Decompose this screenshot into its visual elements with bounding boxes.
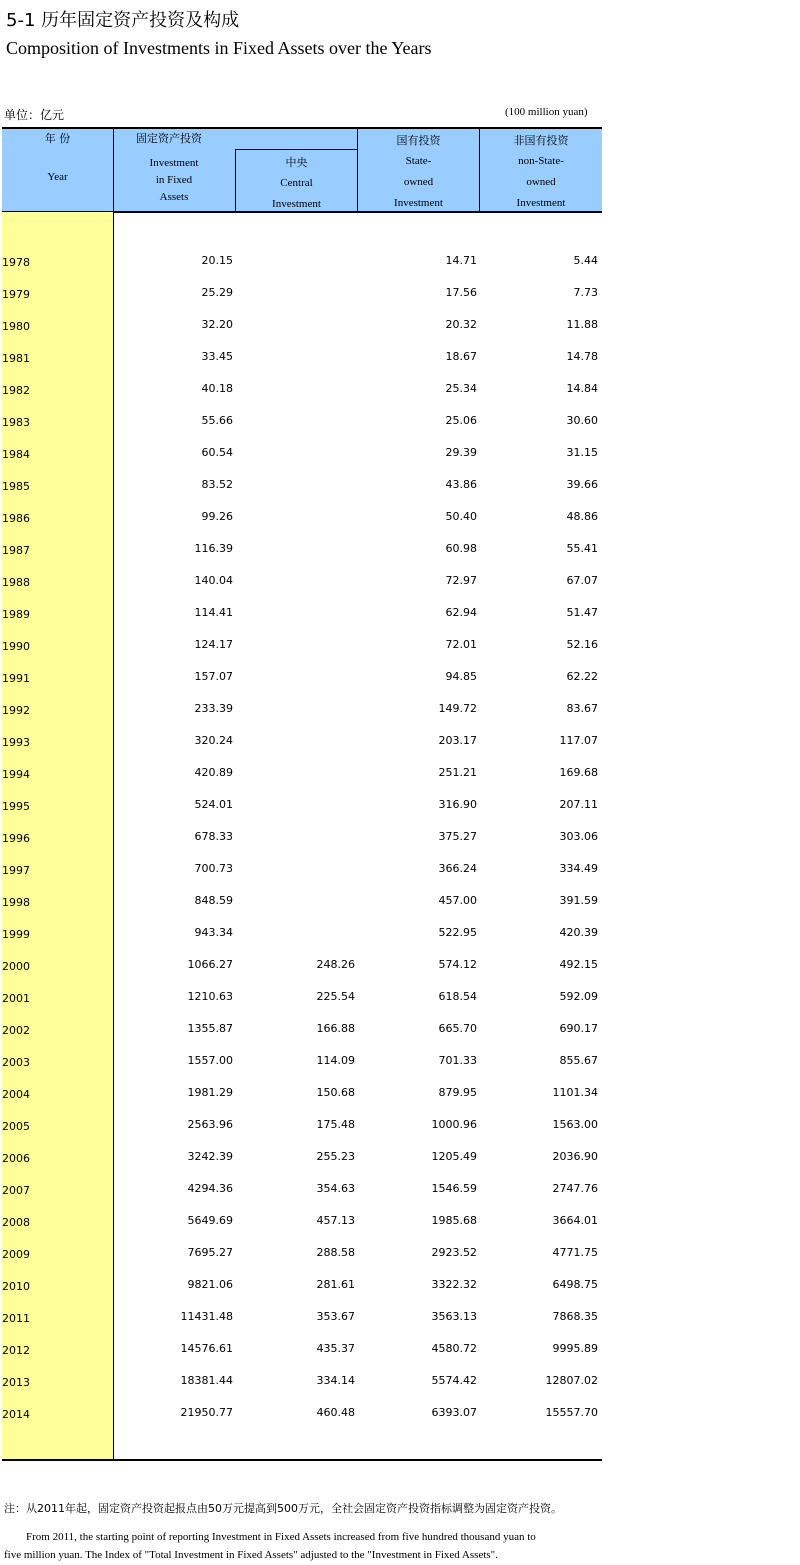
header-state [358, 130, 479, 214]
cell-fixed: 157.07 [194, 670, 233, 683]
header-nonstate [480, 130, 602, 214]
cell-nonstate: 12807.02 [545, 1374, 598, 1387]
row-year: 1987 [2, 544, 30, 557]
header-fixed-cn: 固定资产投资 [136, 132, 202, 145]
cell-state: 62.94 [445, 606, 477, 619]
cell-nonstate: 30.60 [566, 414, 598, 427]
cell-fixed: 11431.48 [180, 1310, 233, 1323]
cell-central: 225.54 [316, 990, 355, 1003]
cell-central: 248.26 [316, 958, 355, 971]
cell-fixed: 524.01 [194, 798, 233, 811]
cell-state: 14.71 [445, 254, 477, 267]
header-state-en-2: owned [403, 176, 434, 188]
cell-state: 25.06 [445, 414, 477, 427]
cell-state: 29.39 [445, 446, 477, 459]
row-year: 1981 [2, 352, 30, 365]
cell-fixed: 9821.06 [187, 1278, 233, 1291]
cell-state: 4580.72 [431, 1342, 477, 1355]
cell-nonstate: 2036.90 [552, 1150, 598, 1163]
cell-fixed: 99.26 [201, 510, 233, 523]
cell-fixed: 114.41 [194, 606, 233, 619]
footnote-cn: 注：从2011年起，固定资产投资起报点由50万元提高到500万元，全社会固定资产投资指标调整为固定资产投资。 [4, 1502, 562, 1515]
cell-nonstate: 2747.76 [552, 1182, 598, 1195]
cell-central: 288.58 [316, 1246, 355, 1259]
cell-fixed: 1355.87 [187, 1022, 233, 1035]
cell-fixed: 1210.63 [187, 990, 233, 1003]
row-year: 1979 [2, 288, 30, 301]
cell-nonstate: 31.15 [566, 446, 598, 459]
row-year: 1995 [2, 800, 30, 813]
footnote-en-line-1: From 2011, the starting point of reporting Investment in Fixed Assets increased from five hundred thousand yuan to [26, 1531, 536, 1543]
cell-fixed: 1981.29 [187, 1086, 233, 1099]
cell-state: 375.27 [438, 830, 477, 843]
cell-fixed: 32.20 [201, 318, 233, 331]
cell-state: 1546.59 [431, 1182, 477, 1195]
row-year: 1985 [2, 480, 30, 493]
cell-state: 60.98 [445, 542, 477, 555]
cell-fixed: 33.45 [201, 350, 233, 363]
page-title: 5-1 历年固定资产投资及构成 [6, 10, 240, 31]
cell-state: 1205.49 [431, 1150, 477, 1163]
cell-state: 366.24 [438, 862, 477, 875]
cell-state: 701.33 [438, 1054, 477, 1067]
cell-state: 149.72 [438, 702, 477, 715]
footnote-en [4, 1531, 664, 1564]
unit-label-en: (100 million yuan) [505, 106, 588, 118]
cell-fixed: 4294.36 [187, 1182, 233, 1195]
cell-state: 5574.42 [431, 1374, 477, 1387]
row-year: 1983 [2, 416, 30, 429]
cell-central: 114.09 [316, 1054, 355, 1067]
cell-fixed: 25.29 [201, 286, 233, 299]
header-nonstate-en-1: non-State- [518, 155, 564, 167]
row-year: 2008 [2, 1216, 30, 1229]
cell-nonstate: 83.67 [566, 702, 598, 715]
cell-fixed: 40.18 [201, 382, 233, 395]
cell-nonstate: 52.16 [566, 638, 598, 651]
header-year-cn: 年 份 [44, 132, 71, 145]
row-year: 2002 [2, 1024, 30, 1037]
cell-nonstate: 6498.75 [552, 1278, 598, 1291]
row-year: 1988 [2, 576, 30, 589]
cell-fixed: 124.17 [194, 638, 233, 651]
cell-central: 255.23 [316, 1150, 355, 1163]
header-nonstate-en-2: owned [526, 176, 556, 188]
row-year: 2007 [2, 1184, 30, 1197]
row-year: 1996 [2, 832, 30, 845]
cell-state: 72.01 [445, 638, 477, 651]
cell-state: 3322.32 [431, 1278, 477, 1291]
header-central-en-1: Central [280, 177, 313, 189]
cell-nonstate: 55.41 [566, 542, 598, 555]
cell-state: 618.54 [438, 990, 477, 1003]
row-year: 1997 [2, 864, 30, 877]
header-fixed-cn-cell [114, 130, 234, 146]
cell-fixed: 7695.27 [187, 1246, 233, 1259]
cell-fixed: 700.73 [194, 862, 233, 875]
cell-nonstate: 420.39 [559, 926, 598, 939]
row-year: 1999 [2, 928, 30, 941]
cell-state: 1000.96 [431, 1118, 477, 1131]
cell-state: 1985.68 [431, 1214, 477, 1227]
row-year: 1998 [2, 896, 30, 909]
cell-state: 72.97 [445, 574, 477, 587]
cell-fixed: 1557.00 [187, 1054, 233, 1067]
cell-nonstate: 67.07 [566, 574, 598, 587]
cell-state: 665.70 [438, 1022, 477, 1035]
header-central-cn: 中央 [285, 156, 308, 169]
header-top-rule [2, 127, 602, 129]
row-year: 2000 [2, 960, 30, 973]
row-year: 2004 [2, 1088, 30, 1101]
cell-fixed: 55.66 [201, 414, 233, 427]
cell-nonstate: 303.06 [559, 830, 598, 843]
body-left-divider [113, 212, 114, 1460]
cell-state: 879.95 [438, 1086, 477, 1099]
footnote-en-line-2: five million yuan. The Index of "Total Investment in Fixed Assets" adjusted to the "Investment in Fixed Assets". [4, 1549, 498, 1561]
cell-nonstate: 855.67 [559, 1054, 598, 1067]
cell-nonstate: 1563.00 [552, 1118, 598, 1131]
row-year: 1994 [2, 768, 30, 781]
cell-state: 6393.07 [431, 1406, 477, 1419]
cell-fixed: 116.39 [194, 542, 233, 555]
row-year: 1980 [2, 320, 30, 333]
header-nonstate-en-3: Investment [516, 197, 566, 209]
row-year: 2009 [2, 1248, 30, 1261]
cell-fixed: 18381.44 [180, 1374, 233, 1387]
cell-state: 50.40 [445, 510, 477, 523]
cell-nonstate: 4771.75 [552, 1246, 598, 1259]
row-year: 1986 [2, 512, 30, 525]
row-year: 2001 [2, 992, 30, 1005]
cell-fixed: 848.59 [194, 894, 233, 907]
cell-nonstate: 3664.01 [552, 1214, 598, 1227]
cell-nonstate: 5.44 [573, 254, 598, 267]
cell-fixed: 320.24 [194, 734, 233, 747]
cell-nonstate: 51.47 [566, 606, 598, 619]
cell-central: 334.14 [316, 1374, 355, 1387]
cell-state: 3563.13 [431, 1310, 477, 1323]
header-state-en-1: State- [405, 155, 432, 167]
row-year: 2013 [2, 1376, 30, 1389]
header-year-en: Year [47, 171, 68, 183]
cell-state: 20.32 [445, 318, 477, 331]
cell-state: 2923.52 [431, 1246, 477, 1259]
cell-nonstate: 334.49 [559, 862, 598, 875]
cell-fixed: 83.52 [201, 478, 233, 491]
cell-state: 457.00 [438, 894, 477, 907]
row-year: 2014 [2, 1408, 30, 1421]
cell-nonstate: 492.15 [559, 958, 598, 971]
cell-central: 435.37 [316, 1342, 355, 1355]
cell-nonstate: 7.73 [573, 286, 598, 299]
cell-fixed: 20.15 [201, 254, 233, 267]
cell-fixed: 21950.77 [180, 1406, 233, 1419]
header-state-en-3: Investment [394, 197, 443, 209]
cell-nonstate: 9995.89 [552, 1342, 598, 1355]
cell-state: 316.90 [438, 798, 477, 811]
row-year: 2010 [2, 1280, 30, 1293]
cell-state: 43.86 [445, 478, 477, 491]
cell-nonstate: 14.84 [566, 382, 598, 395]
cell-nonstate: 117.07 [559, 734, 598, 747]
row-year: 2012 [2, 1344, 30, 1357]
row-year: 2006 [2, 1152, 30, 1165]
table-bottom-rule [2, 1459, 602, 1461]
cell-nonstate: 15557.70 [545, 1406, 598, 1419]
header-state-cn: 国有投资 [396, 134, 441, 147]
cell-fixed: 5649.69 [187, 1214, 233, 1227]
cell-nonstate: 391.59 [559, 894, 598, 907]
cell-fixed: 60.54 [201, 446, 233, 459]
cell-nonstate: 207.11 [559, 798, 598, 811]
row-year: 2011 [2, 1312, 30, 1325]
header-nonstate-cn: 非国有投资 [513, 134, 569, 147]
cell-nonstate: 1101.34 [552, 1086, 598, 1099]
cell-nonstate: 592.09 [559, 990, 598, 1003]
cell-nonstate: 48.86 [566, 510, 598, 523]
cell-central: 281.61 [316, 1278, 355, 1291]
header-fixed-en-2: in Fixed [155, 174, 193, 186]
row-year: 1982 [2, 384, 30, 397]
cell-state: 203.17 [438, 734, 477, 747]
cell-fixed: 14576.61 [180, 1342, 233, 1355]
cell-fixed: 943.34 [194, 926, 233, 939]
cell-fixed: 2563.96 [187, 1118, 233, 1131]
cell-central: 353.67 [316, 1310, 355, 1323]
row-year: 1992 [2, 704, 30, 717]
cell-central: 175.48 [316, 1118, 355, 1131]
cell-fixed: 420.89 [194, 766, 233, 779]
cell-fixed: 1066.27 [187, 958, 233, 971]
cell-fixed: 140.04 [194, 574, 233, 587]
cell-central: 354.63 [316, 1182, 355, 1195]
cell-state: 522.95 [438, 926, 477, 939]
cell-nonstate: 62.22 [566, 670, 598, 683]
row-year: 2003 [2, 1056, 30, 1069]
cell-state: 17.56 [445, 286, 477, 299]
cell-nonstate: 169.68 [559, 766, 598, 779]
cell-fixed: 678.33 [194, 830, 233, 843]
cell-central: 460.48 [316, 1406, 355, 1419]
cell-state: 18.67 [445, 350, 477, 363]
header-fixed-en [114, 155, 234, 206]
cell-central: 150.68 [316, 1086, 355, 1099]
header-central-en-2: Investment [272, 198, 321, 210]
row-year: 1991 [2, 672, 30, 685]
header-year [2, 130, 113, 183]
cell-nonstate: 7868.35 [552, 1310, 598, 1323]
cell-central: 457.13 [316, 1214, 355, 1227]
cell-nonstate: 11.88 [566, 318, 598, 331]
page-subtitle: Composition of Investments in Fixed Assets over the Years [6, 38, 432, 58]
header-fixed-en-1: Investment [149, 157, 199, 169]
row-year: 1993 [2, 736, 30, 749]
row-year: 1978 [2, 256, 30, 269]
header-central [236, 152, 357, 215]
row-year: 1989 [2, 608, 30, 621]
cell-nonstate: 690.17 [559, 1022, 598, 1035]
cell-fixed: 233.39 [194, 702, 233, 715]
row-year: 2005 [2, 1120, 30, 1133]
cell-state: 94.85 [445, 670, 477, 683]
cell-state: 251.21 [438, 766, 477, 779]
cell-central: 166.88 [316, 1022, 355, 1035]
row-year: 1984 [2, 448, 30, 461]
header-fixed-en-3: Assets [159, 191, 189, 203]
row-year: 1990 [2, 640, 30, 653]
cell-nonstate: 39.66 [566, 478, 598, 491]
cell-fixed: 3242.39 [187, 1150, 233, 1163]
central-subheader-rule [235, 149, 358, 150]
unit-label-cn: 单位：亿元 [4, 108, 65, 122]
cell-state: 25.34 [445, 382, 477, 395]
cell-state: 574.12 [438, 958, 477, 971]
cell-nonstate: 14.78 [566, 350, 598, 363]
